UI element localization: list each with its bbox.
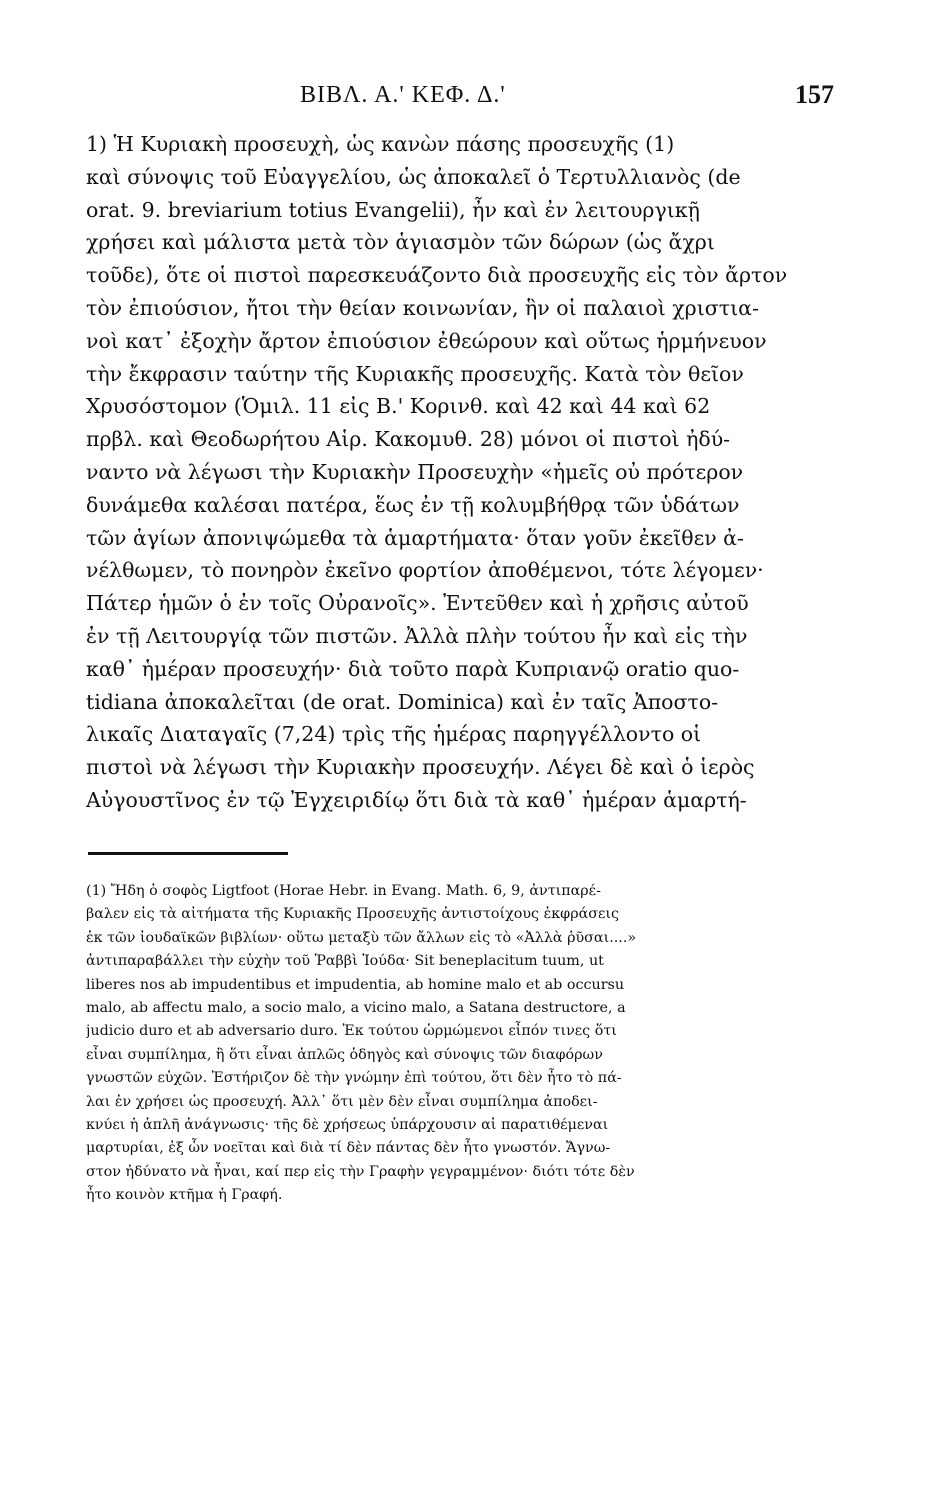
text-line: νοὶ κατ᾽ ἐξοχὴν ἄρτον ἐπιούσιον ἐθεώρουν καὶ οὕτως ἡρμήνευον: [86, 328, 767, 353]
footnote-line: γνωστῶν εὐχῶν. Ἐστήριζον δὲ τὴν γνώμην ἐπὶ τούτου, ὅτι δὲν ἦτο τὸ πά-: [86, 1070, 622, 1087]
text-line: Χρυσόστομον (Ὁμιλ. 11 εἰς Β.' Κορινθ. καὶ 42 καὶ 44 καὶ 62: [86, 394, 711, 419]
text-line: καθ᾽ ἡμέραν προσευχήν· διὰ τοῦτο παρὰ Κυπριανῷ oratio quo-: [86, 656, 740, 681]
text-line: καὶ σύνοψις τοῦ Εὐαγγελίου, ὡς ἀποκαλεῖ ὁ Τερτυλλιανὸς (de: [86, 164, 741, 189]
text-line: ἐν τῇ Λειτουργίᾳ τῶν πιστῶν. Ἀλλὰ πλὴν τούτου ἦν καὶ εἰς τὴν: [86, 623, 748, 648]
footnote-line: ἦτο κοινὸν κτῆμα ἡ Γραφή.: [86, 1187, 283, 1204]
footnote-line: ἀντιπαραβάλλει τὴν εὐχὴν τοῦ Ῥαββὶ Ἰούδα· Sit beneplacitum tuum, ut: [86, 953, 604, 970]
text-line: νέλθωμεν, τὸ πονηρὸν ἐκεῖνο φορτίον ἀποθέμενοι, τότε λέγομεν·: [86, 558, 764, 583]
page-number: 157: [795, 80, 834, 109]
footnote-line: βαλεν εἰς τὰ αἰτήματα τῆς Κυριακῆς Προσευχῆς ἀντιστοίχους ἐκφράσεις: [86, 906, 620, 923]
text-line: Πάτερ ἡμῶν ὁ ἐν τοῖς Οὐρανοῖς». Ἐντεῦθεν καὶ ἡ χρῆσις αὐτοῦ: [86, 591, 749, 616]
text-line: orat. 9. breviarium totius Evangelii), ἦν καὶ ἐν λειτουργικῇ: [86, 197, 700, 222]
footnote-line: malo, ab affectu malo, a socio malo, a vicino malo, a Satana destructore, a: [86, 999, 626, 1016]
footnote-line: λαι ἐν χρήσει ὡς προσευχή. Ἀλλ᾽ ὅτι μὲν δὲν εἶναι συμπίλημα ἀποδει-: [86, 1093, 598, 1110]
footnote-separator: [88, 852, 288, 855]
text-line: 1) Ἡ Κυριακὴ προσευχὴ, ὡς κανὼν πάσης προσευχῆς (1): [86, 132, 675, 156]
text-line: τὸν ἐπιούσιον, ἤτοι τὴν θείαν κοινωνίαν, ἣν οἱ παλαιοὶ χριστια-: [86, 295, 759, 320]
text-line: Αὐγουστῖνος ἐν τῷ Ἐγχειριδίῳ ὅτι διὰ τὰ καθ᾽ ἡμέραν ἁμαρτή-: [86, 787, 747, 812]
footnote-line: (1) Ἤδη ὁ σοφὸς Ligtfoot (Horae Hebr. in Evang. Math. 6, 9, ἀντιπαρέ-: [86, 883, 601, 899]
footnote-line: εἶναι συμπίλημα, ἢ ὅτι εἶναι ἁπλῶς ὁδηγὸς καὶ σύνοψις τῶν διαφόρων: [86, 1046, 603, 1063]
footnote-line: κνύει ἡ ἁπλῆ ἀνάγνωσις· τῆς δὲ χρήσεως ὑπάρχουσιν αἱ παρατιθέμεναι: [86, 1116, 609, 1133]
text-line: χρήσει καὶ μάλιστα μετὰ τὸν ἁγιασμὸν τῶν δώρων (ὡς ἄχρι: [86, 230, 715, 255]
running-header: ΒΙΒΛ. Α.' ΚΕΦ. Δ.': [300, 82, 506, 108]
footnote-line: judicio duro et ab adversario duro. Ἐκ τούτου ὡρμώμενοι εἶπόν τινες ὅτι: [86, 1023, 617, 1040]
footnote-line: ἐκ τῶν ἰουδαϊκῶν βιβλίων· οὕτω μεταξὺ τῶν ἄλλων εἰς τὸ «Ἀλλὰ ῥῦσαι....»: [86, 929, 637, 946]
text-line: τοῦδε), ὅτε οἱ πιστοὶ παρεσκευάζοντο διὰ προσευχῆς εἰς τὸν ἄρτον: [86, 263, 788, 288]
text-line: πιστοὶ νὰ λέγωσι τὴν Κυριακὴν προσευχήν. Λέγει δὲ καὶ ὁ ἱερὸς: [86, 755, 755, 780]
main-text-block: [86, 128, 838, 817]
text-line: πρβλ. καὶ Θεοδωρήτου Αἱρ. Κακομυθ. 28) μόνοι οἱ πιστοὶ ἠδύ-: [86, 427, 731, 452]
text-line: tidiana ἀποκαλεῖται (de orat. Dominica) καὶ ἐν ταῖς Ἀποστο-: [86, 689, 719, 714]
footnote-block: [86, 880, 838, 1207]
footnote-line: στον ἠδύνατο νὰ ἦναι, καί περ εἰς τὴν Γραφὴν γεγραμμένον· διότι τότε δὲν: [86, 1163, 635, 1180]
text-line: ναντο νὰ λέγωσι τὴν Κυριακὴν Προσευχὴν «ἡμεῖς οὐ πρότερον: [86, 459, 744, 484]
text-line: τῶν ἁγίων ἀπονιψώμεθα τὰ ἁμαρτήματα· ὅταν γοῦν ἐκεῖθεν ἀ-: [86, 525, 744, 550]
text-line: λικαῖς Διαταγαῖς (7,24) τρὶς τῆς ἡμέρας παρηγγέλλοντο οἱ: [86, 722, 702, 747]
text-line: δυνάμεθα καλέσαι πατέρα, ἕως ἐν τῇ κολυμβήθρᾳ τῶν ὑδάτων: [86, 492, 740, 517]
text-line: τὴν ἔκφρασιν ταύτην τῆς Κυριακῆς προσευχῆς. Κατὰ τὸν θεῖον: [86, 361, 744, 386]
footnote-line: liberes nos ab impudentibus et impudentia, ab homine malo et ab occursu: [86, 976, 625, 993]
footnote-line: μαρτυρίαι, ἐξ ὧν νοεῖται καὶ διὰ τί δὲν πάντας δὲν ἦτο γνωστόν. Ἄγνω-: [86, 1140, 611, 1157]
